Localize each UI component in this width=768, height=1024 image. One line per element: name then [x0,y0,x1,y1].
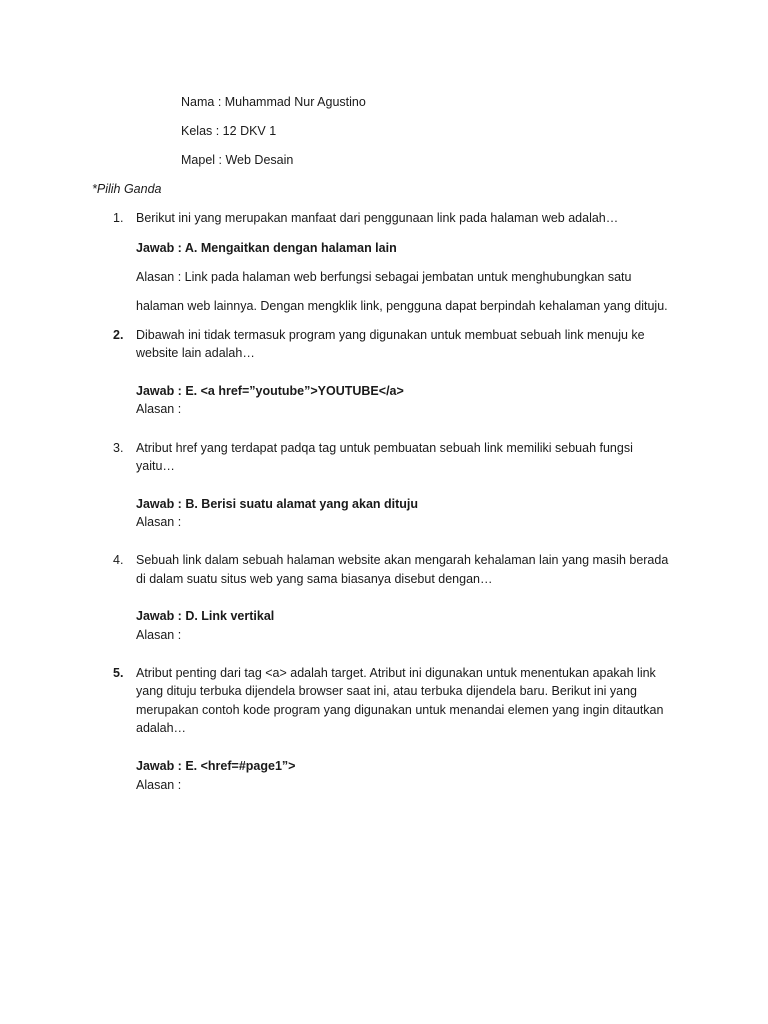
question-text: adalah… [136,721,187,735]
question-number: 4. [113,553,124,567]
question-text: yaitu… [136,459,175,473]
question-text: merupakan contoh kode program yang digunakan untuk menandai elemen yang ingin ditautkan [136,703,664,717]
student-name: Nama : Muhammad Nur Agustino [181,95,366,109]
answer-text: Jawab : A. Mengaitkan dengan halaman lain [136,241,397,255]
reason-text: halaman web lainnya. Dengan mengklik link, pengguna dapat berpindah kehalaman yang dituju. [136,299,668,313]
question-text: Berikut ini yang merupakan manfaat dari penggunaan link pada halaman web adalah… [136,211,619,225]
question-text: Atribut penting dari tag <a> adalah target. Atribut ini digunakan untuk menentukan apakah link [136,666,656,680]
reason-text: Alasan : [136,402,182,416]
reason-text: Alasan : [136,628,182,642]
question-text: yang dituju terbuka dijendela browser saat ini, atau terbuka dijendela baru. Berikut ini yang [136,684,638,698]
question-number: 2. [113,328,124,342]
answer-text: Jawab : B. Berisi suatu alamat yang akan dituju [136,497,419,511]
student-class: Kelas : 12 DKV 1 [181,124,277,138]
answer-text: Jawab : E. <href=#page1”> [136,759,296,773]
question-number: 1. [113,211,124,225]
subject: Mapel : Web Desain [181,153,294,167]
question-text: Dibawah ini tidak termasuk program yang digunakan untuk membuat sebuah link menuju ke [136,328,645,342]
question-text: di dalam suatu situs web yang sama biasanya disebut dengan… [136,572,493,586]
answer-text: Jawab : D. Link vertikal [136,609,275,623]
question-text: Atribut href yang terdapat padqa tag untuk pembuatan sebuah link memiliki sebuah fungsi [136,441,633,455]
answer-text: Jawab : E. <a href=”youtube”>YOUTUBE</a> [136,384,404,398]
question-text: Sebuah link dalam sebuah halaman website akan mengarah kehalaman lain yang masih berada [136,553,669,567]
reason-text: Alasan : [136,778,182,792]
reason-text: Alasan : Link pada halaman web berfungsi sebagai jembatan untuk menghubungkan satu [136,270,632,284]
question-number: 3. [113,441,124,455]
section-title: *Pilih Ganda [92,182,162,196]
question-text: website lain adalah… [136,346,255,360]
question-number: 5. [113,666,124,680]
reason-text: Alasan : [136,515,182,529]
